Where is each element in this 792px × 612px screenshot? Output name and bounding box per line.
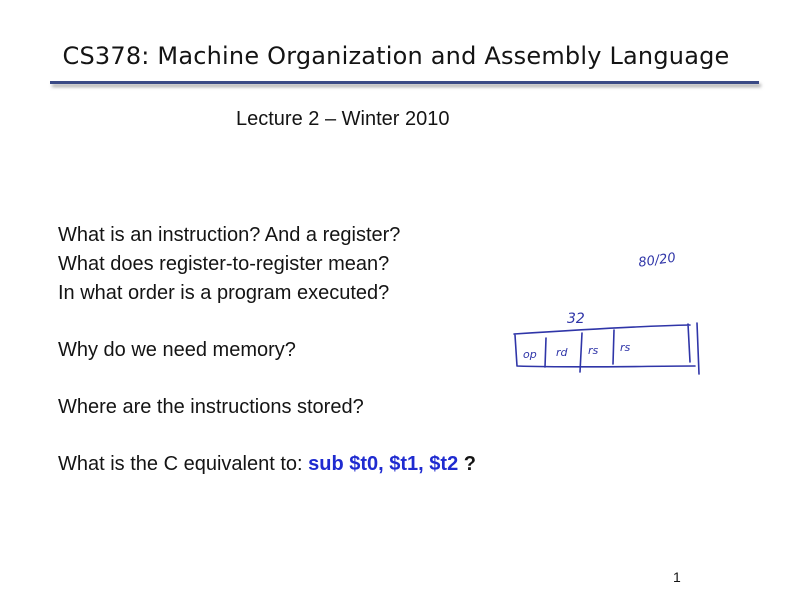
question-register-to-register: What does register-to-register mean?: [58, 253, 390, 275]
field-rd: rd: [556, 346, 568, 359]
slide-title: CS378: Machine Organization and Assembly Language: [62, 42, 730, 70]
field-rs-1: rs: [588, 344, 599, 357]
field-divider-2: [580, 333, 582, 372]
instruction-box-end-tick: [697, 323, 699, 374]
field-rs-2: rs: [620, 341, 631, 354]
page-number: 1: [673, 569, 681, 585]
question-program-order: In what order is a program executed?: [58, 282, 390, 304]
ratio-annotation: 80/20: [637, 250, 677, 271]
question-c-equivalent-prefix: What is the C equivalent to:: [58, 453, 309, 475]
question-memory: Why do we need memory?: [58, 339, 296, 361]
question-c-equivalent: [58, 453, 476, 476]
question-instruction-register: What is an instruction? And a register?: [58, 224, 401, 246]
assembly-code: sub $t0, $t1, $t2: [308, 453, 459, 475]
field-op: op: [523, 348, 537, 361]
title-rule: [50, 81, 759, 84]
lecture-subtitle: Lecture 2 – Winter 2010: [236, 108, 450, 130]
instruction-box-outline: [514, 324, 695, 367]
field-divider-3: [613, 330, 614, 364]
width-annotation: 32: [567, 311, 585, 327]
field-divider-1: [545, 338, 546, 367]
question-instructions-stored: Where are the instructions stored?: [58, 396, 364, 418]
question-mark: ?: [458, 453, 476, 475]
